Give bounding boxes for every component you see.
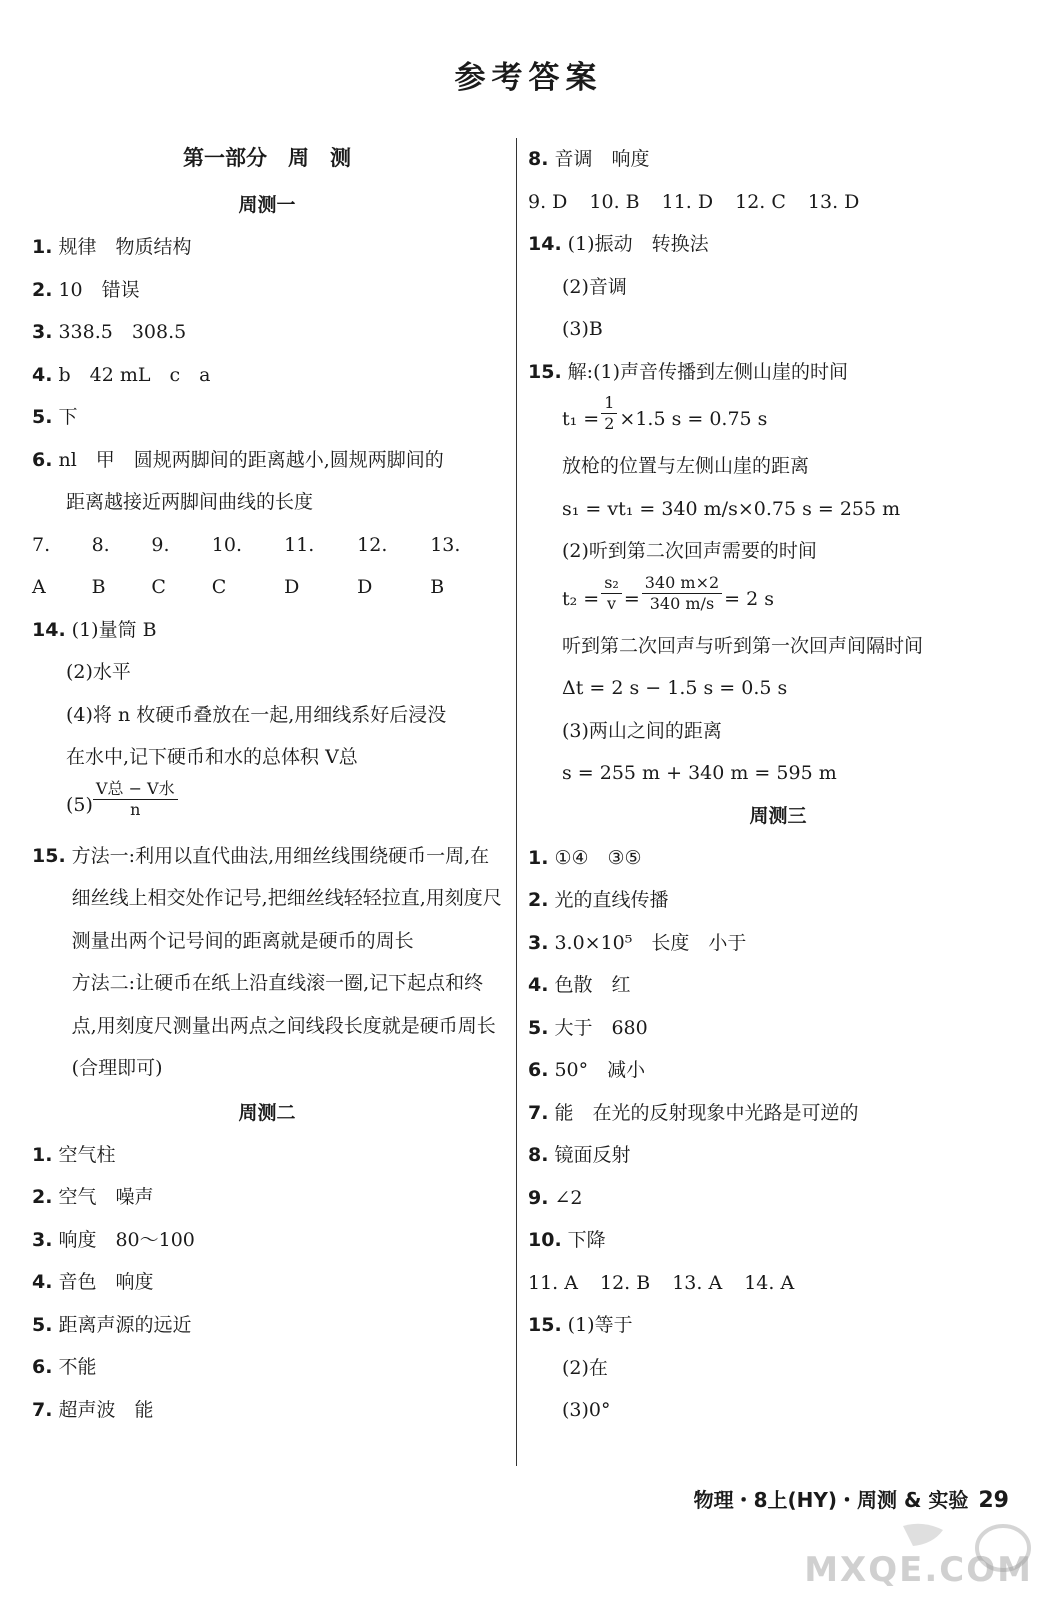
answer-item: 2. 10 错误	[32, 278, 140, 301]
method-one: 方法一:利用以直代曲法,用细丝线围绕硬币一周,在细丝线上相交处作记号,把细丝线轻轻拉直,用刻度尺测量出两个记号间的距离就是硬币的周长	[71, 844, 502, 952]
answer-item: 3. 3.0×10⁵ 长度 小于	[528, 931, 747, 954]
answer-item: 8. 镜面反射	[528, 1144, 631, 1166]
answer-item: 4. 色散 红	[528, 974, 631, 996]
mc-answer: 9. D	[528, 190, 568, 213]
answer-item: 7. 能 在光的反射现象中光路是可逆的	[528, 1101, 859, 1124]
answer-item: 14. (1)量筒 B	[32, 618, 157, 641]
answer-item: 3. 响度 80～100	[32, 1228, 195, 1251]
mc-answer: 12. B	[599, 1271, 651, 1294]
mc-answer: 13. A	[672, 1271, 723, 1294]
fraction: $\frac{\text{V总 − V水}}{n}$	[93, 779, 178, 831]
answer-sub: 放枪的位置与左侧山崖的距离	[562, 455, 810, 477]
answer-item: 15. 方法一:利用以直代曲法,用细丝线围绕硬币一周,在细丝线上相交处作记号,把细丝线轻轻拉直,用刻度尺测量出两个记号间的距离就是硬币的周长 方法二:让硬币在纸上沿直线滚一圈,记下起点和终点,用刻度尺测量出两点之间线段长度就是硬币周长(合理即可)	[32, 835, 502, 1090]
answer-sub: (3)B	[562, 318, 603, 340]
mc-answer: 11. D	[284, 533, 315, 598]
answer-item: 2. 空气 噪声	[32, 1186, 154, 1208]
answer-item: 15. (1)等于	[528, 1314, 633, 1336]
answer-item: 1. 规律 物质结构	[32, 236, 192, 258]
answer-item: 9. ∠2	[528, 1186, 583, 1209]
column-divider	[516, 138, 517, 1466]
answer-continuation: 在水中,记下硬币和水的总体积 V总	[66, 746, 358, 768]
answer-item: 1. ①④ ③⑤	[528, 846, 642, 869]
section-title-week3: 周测三	[749, 804, 807, 827]
answer-sub: (2)音调	[562, 275, 627, 298]
answer-sub: (4)将 n 枚硬币叠放在一起,用细线系好后浸没	[66, 703, 447, 726]
footer-label: 物理・8上(HY)・周测 & 实验	[693, 1488, 969, 1512]
answer-sub: (2)在	[562, 1356, 608, 1379]
equation-line: Δt = 2 s − 1.5 s = 0.5 s	[562, 677, 788, 699]
answer-item: 3. 338.5 308.5	[32, 321, 187, 343]
mc-answer: 12. D	[357, 533, 388, 598]
multiple-choice-row	[32, 524, 502, 609]
answer-item: 5. 距离声源的远近	[32, 1313, 192, 1336]
watermark-logo	[793, 1518, 1043, 1592]
equation-line: s = 255 m + 340 m = 595 m	[562, 762, 837, 784]
mc-answer: 10. B	[589, 190, 640, 213]
mc-answer: 10. C	[211, 533, 242, 598]
answer-item: 6. nl 甲 圆规两脚间的距离越小,圆规两脚间的	[32, 448, 444, 471]
page-footer	[694, 1484, 1009, 1513]
section-title-week2: 周测二	[238, 1101, 296, 1124]
answer-item: 4. 音色 响度	[32, 1271, 154, 1293]
answer-sub: (3)两山之间的距离	[562, 719, 722, 742]
multiple-choice-row	[528, 1262, 1028, 1305]
answer-continuation: 距离越接近两脚间曲线的长度	[66, 491, 314, 513]
answer-item: 6. 不能	[32, 1356, 97, 1378]
page-number: 29	[978, 1488, 1009, 1513]
answer-item: 2. 光的直线传播	[528, 889, 669, 911]
right-column	[528, 138, 1028, 1432]
mc-answer: 13. B	[430, 533, 461, 598]
answer-sub: (2)水平	[66, 661, 131, 683]
fraction: $\frac{340 m\times 2}{340 m/s}$	[642, 573, 722, 625]
answer-item: 8. 音调 响度	[528, 148, 650, 170]
left-column	[32, 138, 502, 1431]
answer-item: 4. b 42 mL c a	[32, 363, 211, 386]
answer-item: 5. 大于 680	[528, 1016, 648, 1039]
answer-sub: (3)0°	[562, 1399, 611, 1421]
mc-answer: 8. B	[91, 533, 110, 598]
method-two: 方法二:让硬币在纸上沿直线滚一圈,记下起点和终点,用刻度尺测量出两点之间线段长度就是硬币周长(合理即可)	[71, 972, 496, 1079]
answer-sub-fraction: (5) $\frac{\text{V总 − V水}}{n}$	[32, 779, 502, 831]
answer-item: 7. 超声波 能	[32, 1398, 154, 1421]
answer-item: 1. 空气柱	[32, 1143, 116, 1166]
mc-answer: 14. A	[744, 1271, 795, 1294]
answer-sub: (2)听到第二次回声需要的时间	[562, 540, 817, 562]
watermark-text: MXQE.COM	[804, 1550, 1033, 1590]
multiple-choice-row	[528, 181, 1028, 224]
mc-answer: 9. C	[151, 533, 170, 598]
section-title-week1: 周测一	[238, 194, 296, 216]
equation-line: s₁ = vt₁ = 340 m/s×0.75 s = 255 m	[562, 497, 901, 520]
equation-line: t₂ = $\frac{\text{s₂}}{v}$ = $\frac{340 m\times 2}{340 m/s}$ = 2 s	[528, 573, 1028, 625]
answer-item: 5. 下	[32, 406, 78, 428]
answer-item: 14. (1)振动 转换法	[528, 233, 709, 255]
answer-sub: 听到第二次回声与听到第一次回声间隔时间	[562, 634, 924, 657]
mc-answer: 12. C	[735, 190, 786, 213]
mc-answer: 13. D	[807, 190, 860, 213]
part-title: 第一部分 周 测	[183, 145, 351, 170]
answer-item: 6. 50° 减小	[528, 1059, 646, 1081]
page-title: 参考答案	[454, 60, 603, 96]
mc-answer: 11. A	[528, 1271, 578, 1294]
equation-line: t₁ = $\frac{1}{2}$ ×1.5 s = 0.75 s	[528, 393, 1028, 445]
mc-answer: 11. D	[661, 190, 714, 213]
answer-item: 10. 下降	[528, 1229, 606, 1251]
fraction: $\frac{\text{s₂}}{v}$	[601, 573, 622, 625]
mc-answer: 7. A	[32, 533, 51, 598]
fraction: $\frac{1}{2}$	[601, 393, 617, 445]
answer-item: 15. 解:(1)声音传播到左侧山崖的时间	[528, 360, 848, 383]
